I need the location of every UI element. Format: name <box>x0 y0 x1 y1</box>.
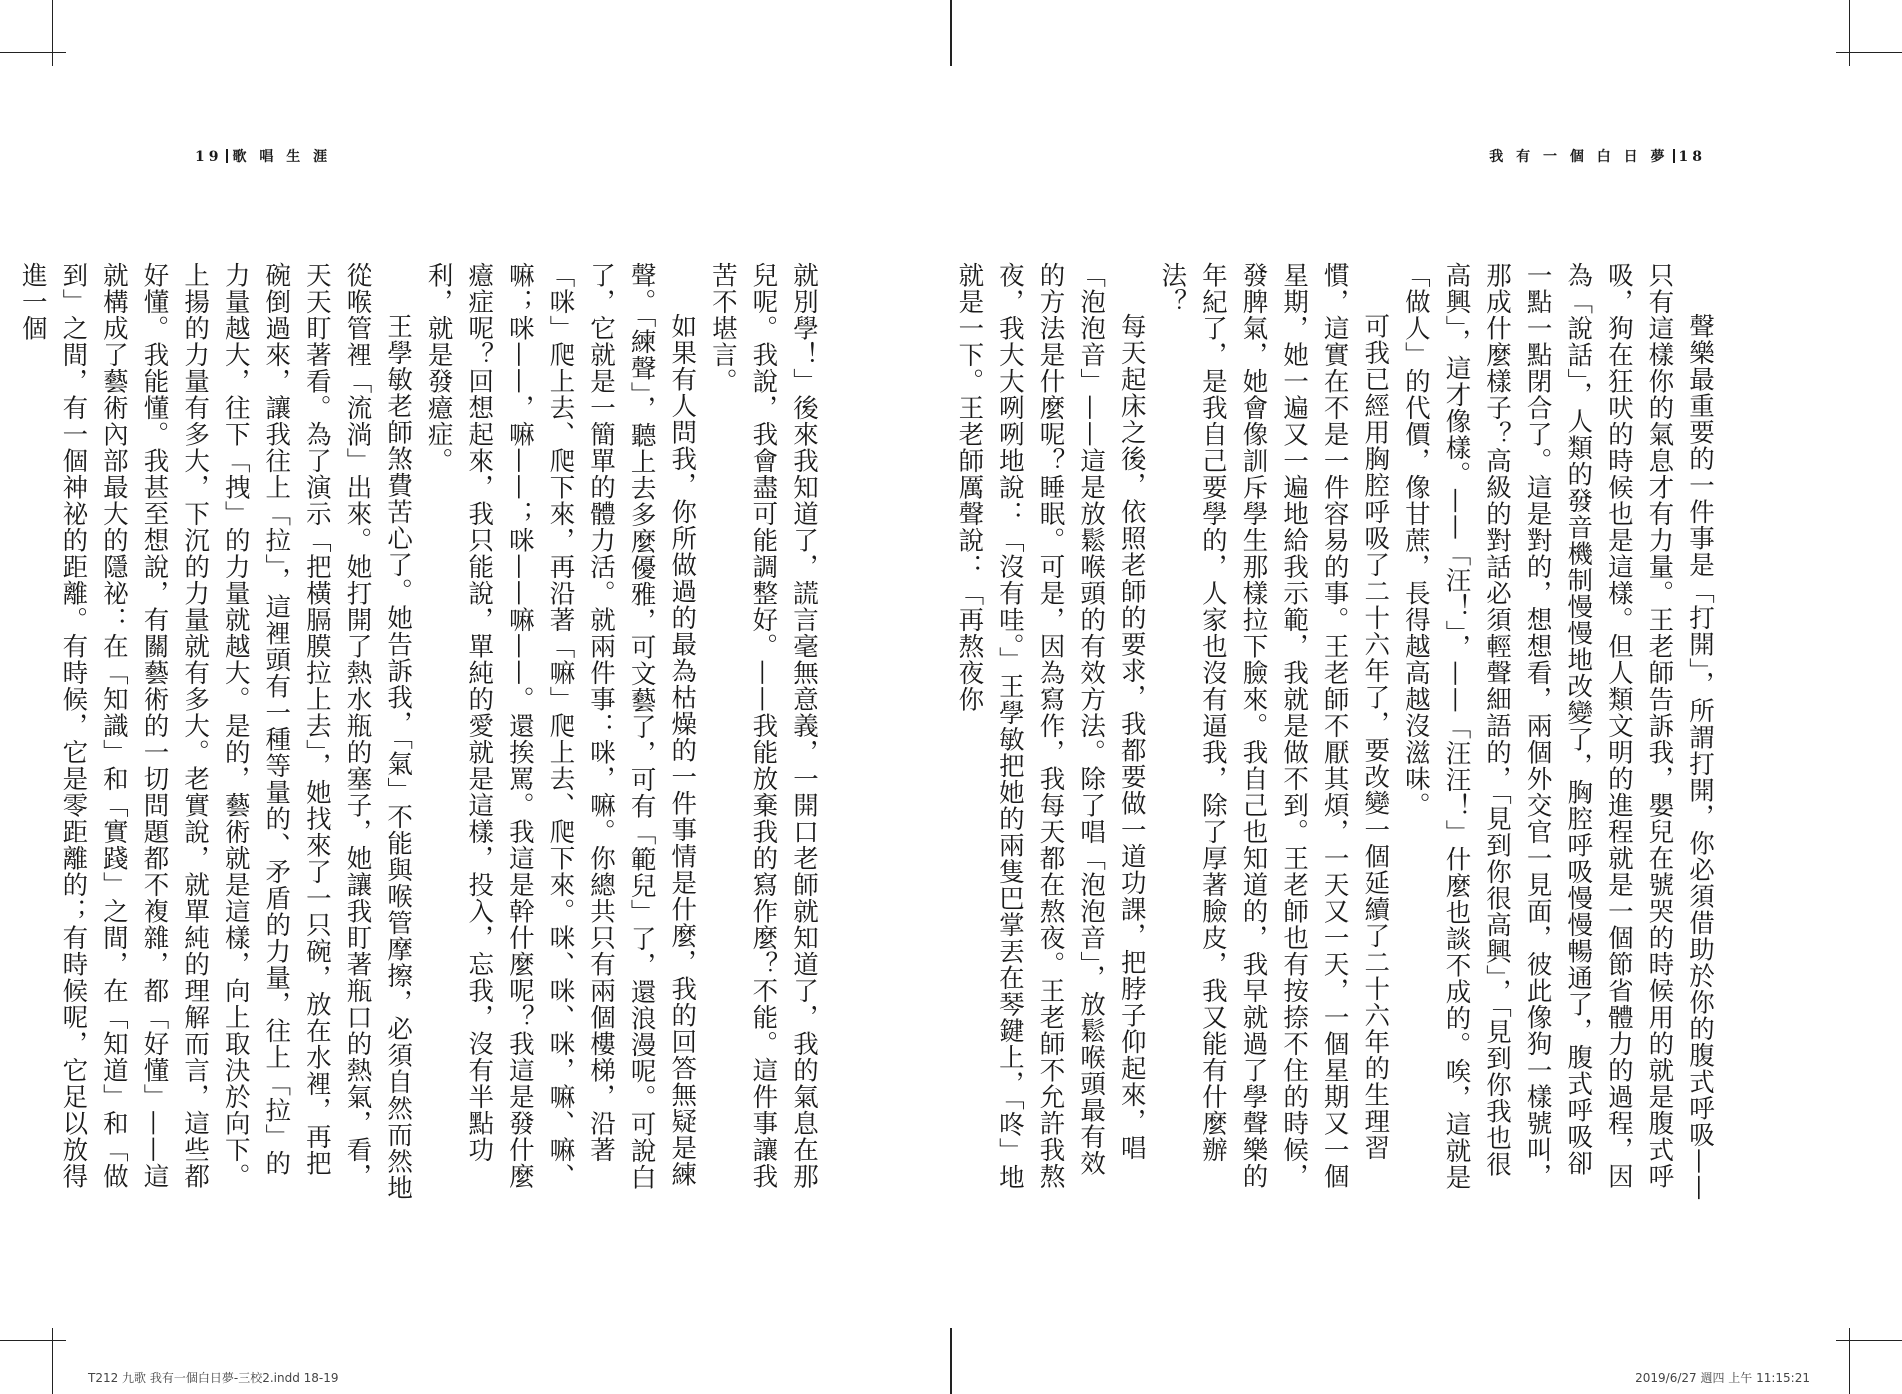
paragraph: 如果有人問我，你所做過的最為枯燥的一件事情是什麼，我的回答無疑是練聲。「練聲」，聽上去多麼優雅，可文藝了，可有「範兒」了，還浪漫呢。可說白了，它就是一簡單的體力活。就兩件事：咪，嘛。你總共只有兩個樓梯，沿著「咪」爬上去、爬下來，再沿著「嘛」爬上去、爬下來。咪、咪、咪，嘛、嘛、嘛；咪——，嘛——；咪——嘛——。還挨罵。我這是幹什麼呢？我這是發什麼癔症呢？回想起來，我只能說，單純的愛就是這樣，投入，忘我，沒有半點功利，就是發癔症。 <box>423 262 698 1191</box>
paragraph: 王學敏老師煞費苦心了。她告訴我，「氣」不能與喉管摩擦，必須自然而然地從喉管裡「流淌」出來。她打開了熱水瓶的塞子，她讓我盯著瓶口的熱氣，看，天天盯著看。為了演示「把橫膈膜拉上去」，她找來了一只碗，放在水裡，再把碗倒過來，讓我往上「拉」，這裡頭有一種等量的、矛盾的力量，往上「拉」的力量越大，往下「拽」的力量就越大。是的，藝術就是這樣，向上取決於向下。上揚的力量有多大，下沉的力量就有多大。老實說，就單純的理解而言，這些都好懂。我能懂。我甚至想說，有關藝術的一切問題都不複雜，都「好懂」——這就構成了藝術內部最大的隱祕：在「知識」和「實踐」之間，在「知道」和「做到」之間，有一個神祕的距離。有時候，它是零距離的；有時候呢，它足以放得進一個 <box>17 262 414 1202</box>
paragraph: 就別學！」後來我知道了，謊言毫無意義，一開口老師就知道了，我的氣息在那兒呢。我說，我會盡可能調整好。——我能放棄我的寫作麼？不能。這件事讓我苦不堪言。 <box>707 262 819 1190</box>
crop-mark <box>1836 52 1902 53</box>
center-mark <box>950 1328 952 1394</box>
header-separator <box>1673 149 1675 163</box>
page-19-body <box>17 262 824 1202</box>
center-mark <box>950 0 952 66</box>
crop-mark <box>52 1328 53 1394</box>
book-title: 我 有 一 個 白 日 夢 <box>1489 149 1669 165</box>
crop-mark <box>1849 0 1850 66</box>
crop-mark <box>1836 1340 1902 1341</box>
page-18-body <box>954 262 1720 1202</box>
crop-mark <box>1849 1328 1850 1394</box>
page-number: 18 <box>1678 149 1706 165</box>
crop-mark <box>52 0 53 66</box>
header-separator <box>226 149 228 163</box>
running-header-right <box>1489 146 1706 166</box>
paragraph: 每天起床之後，依照老師的要求，我都要做一道功課，把脖子仰起來，唱「泡泡音」——這是放鬆喉頭的有效方法。除了唱「泡泡音」，放鬆喉頭最有效的方法是什麼呢？睡眠。可是，因為寫作，我每天都在熬夜。王老師不允許我熬夜，我大大咧咧地說：「沒有哇。」王學敏把她的兩隻巴掌丟在琴鍵上，「咚」地就是一下。王老師厲聲說：「再熬夜你 <box>954 262 1147 1191</box>
chapter-title: 歌 唱 生 涯 <box>232 149 332 165</box>
crop-mark <box>0 1340 66 1341</box>
file-info: T212 九歌 我有一個白日夢-三校2.indd 18-19 <box>88 1371 339 1385</box>
paragraph: 聲樂最重要的一件事是「打開」，所謂打開，你必須借助於你的腹式呼吸——只有這樣你的氣息才有力量。王老師告訴我，嬰兒在號哭的時候用的就是腹式呼吸，狗在狂吠的時候也是這樣。但人類文明的進程就是一個節省體力的過程，因為「說話」，人類的發音機制慢慢地改變了，胸腔呼吸慢慢暢通了，腹式呼吸卻一點一點閉合了。這是對的，想想看，兩個外交官一見面，彼此像狗一樣號叫，那成什麼樣子？高級的對話必須輕聲細語的，「見到你很高興」，「見到你我也很高興」，這才像樣。——「汪！」，——「汪汪！」什麼也談不成的。唉，這就是「做人」的代價，像甘蔗，長得越高越沒滋味。 <box>1400 262 1715 1202</box>
running-header-left <box>195 146 331 166</box>
paragraph: 可我已經用胸腔呼吸了二十六年了，要改變一個延續了二十六年的生理習慣，這實在不是一件容易的事。王老師不厭其煩，一天又一天，一個星期又一個星期，她一遍又一遍地給我示範，我就是做不到。王老師也有按捺不住的時候，發脾氣，她會像訓斥學生那樣拉下臉來。我自己也知道的，我早就過了學聲樂的年紀了，是我自己要學的，人家也沒有逼我，除了厚著臉皮，我又能有什麼辦法？ <box>1157 262 1391 1190</box>
crop-mark <box>0 52 66 53</box>
page-number: 19 <box>195 149 223 165</box>
print-timestamp: 2019/6/27 週四 上午 11:15:21 <box>1635 1371 1810 1385</box>
